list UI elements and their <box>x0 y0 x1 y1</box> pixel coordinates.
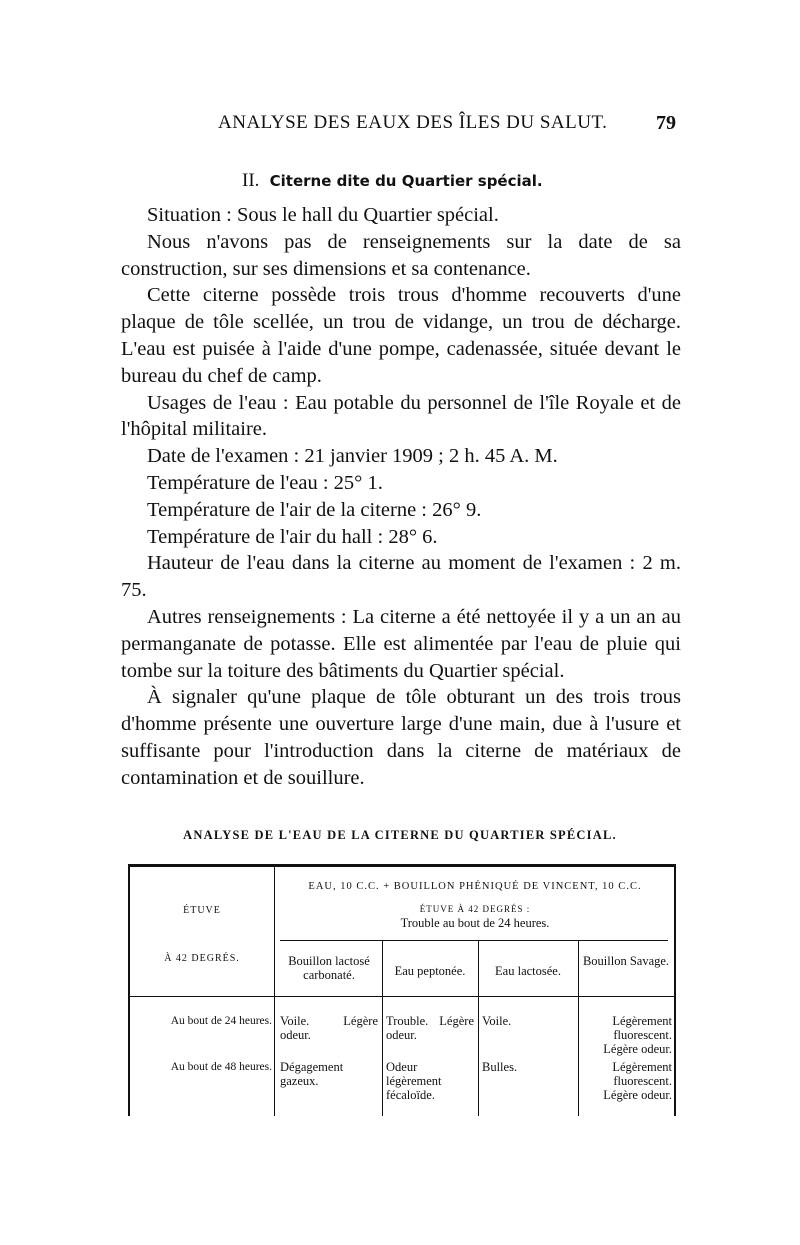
table-left-rule <box>128 864 130 1116</box>
paragraph-cistern-air-temp: Température de l'air de la citerne : 26° 9. <box>147 498 482 521</box>
column-rule-2 <box>478 940 479 1116</box>
header-bottom-rule <box>128 996 676 997</box>
cell-24h-bouillon-savage: Légèrement fluorescent. Légère odeur. <box>603 1014 672 1056</box>
column-header-bouillon-savage: Bouillon Savage. <box>582 954 670 968</box>
column-header-bouillon-lactose: Bouillon lactosé carbonaté. <box>288 954 370 982</box>
paragraph-situation: Situation : Sous le hall du Quartier spécial. <box>147 204 499 226</box>
cell-48h-bouillon-savage: Légèrement fluorescent. Légère odeur. <box>603 1060 672 1102</box>
stub-column-rule <box>274 867 275 1116</box>
group-brace-rule <box>280 940 668 941</box>
table-top-rule <box>128 864 676 867</box>
paragraph-description: Cette citerne possède trois trous d'homme recouverts d'une plaque de tôle scellée, un trou de vidange, un trou de décharge. L'eau est puisée à l'aide d'une pompe, cadenassée, située devant le bureau du chef de camp. <box>121 284 681 387</box>
running-header <box>0 112 800 140</box>
column-header-eau-lactosee: Eau lactosée. <box>495 964 561 978</box>
analysis-table <box>128 864 676 1116</box>
paragraph-hall-air-temp: Température de l'air du hall : 28° 6. <box>147 525 438 548</box>
column-header-eau-peptonee: Eau peptonée. <box>394 964 466 978</box>
row-label-48h: Au bout de 48 heures. <box>170 1061 272 1073</box>
paragraph-construction: Nous n'avons pas de renseignements sur la date de sa construction, sur ses dimensions et sa contenance. <box>121 230 681 280</box>
stub-header-etuve: ÉTUVE <box>183 905 221 916</box>
running-title: ANALYSE DES EAUX DES ÎLES DU SALUT. <box>218 112 608 133</box>
cell-24h-eau-lactosee: Voile. <box>482 1014 512 1028</box>
table-caption: ANALYSE DE L'EAU DE LA CITERNE DU QUARTIER SPÉCIAL. <box>183 828 617 842</box>
group-header-main: EAU, 10 C.C. + BOUILLON PHÉNIQUÉ DE VINCENT, 10 C.C. <box>308 881 642 892</box>
section-heading <box>242 170 543 192</box>
cell-24h-eau-peptonee: Trouble. Légère odeur. <box>386 1014 474 1042</box>
section-number: II. <box>242 170 260 191</box>
body-text <box>121 202 681 792</box>
table-right-rule <box>674 864 676 1116</box>
paragraph-water-temp: Température de l'eau : 25° 1. <box>147 471 383 494</box>
group-header-etuve: ÉTUVE À 42 DEGRÉS : <box>419 904 531 914</box>
cell-48h-eau-lactosee: Bulles. <box>482 1060 518 1074</box>
paragraph-other-info: Autres renseignements : La citerne a été nettoyée il y a un an au permanganate de potasse. Elle est alimentée par l'eau de pluie qui tombe sur la toiture des bâtiments du Quartier spécial. <box>121 605 681 682</box>
paragraph-warning: À signaler qu'une plaque de tôle obturant un des trois trous d'homme présente une ouverture large d'une main, due à l'usure et suffisante pour l'introduction dans la citerne de matériaux de contamination et de souillure. <box>121 686 681 789</box>
cell-48h-eau-peptonee: Odeur légèrement fécaloïde. <box>386 1060 442 1102</box>
row-label-24h: Au bout de 24 heures. <box>170 1015 272 1027</box>
paragraph-usages: Usages de l'eau : Eau potable du personnel de l'île Royale et de l'hôpital militaire. <box>121 391 681 441</box>
group-header-trouble: Trouble au bout de 24 heures. <box>400 916 550 930</box>
paragraph-date: Date de l'examen : 21 janvier 1909 ; 2 h. 45 A. M. <box>147 445 558 468</box>
column-rule-3 <box>578 940 579 1116</box>
column-rule-1 <box>382 940 383 1116</box>
cell-48h-bouillon-lactose: Dégagement gazeux. <box>280 1060 344 1088</box>
cell-24h-bouillon-lactose: Voile. Légère odeur. <box>280 1014 378 1042</box>
stub-header-degrees: À 42 DEGRÉS. <box>164 953 240 964</box>
section-title: Citerne dite du Quartier spécial. <box>269 172 543 190</box>
paragraph-water-height: Hauteur de l'eau dans la citerne au moment de l'examen : 2 m. 75. <box>121 552 681 602</box>
page-number: 79 <box>656 112 676 134</box>
